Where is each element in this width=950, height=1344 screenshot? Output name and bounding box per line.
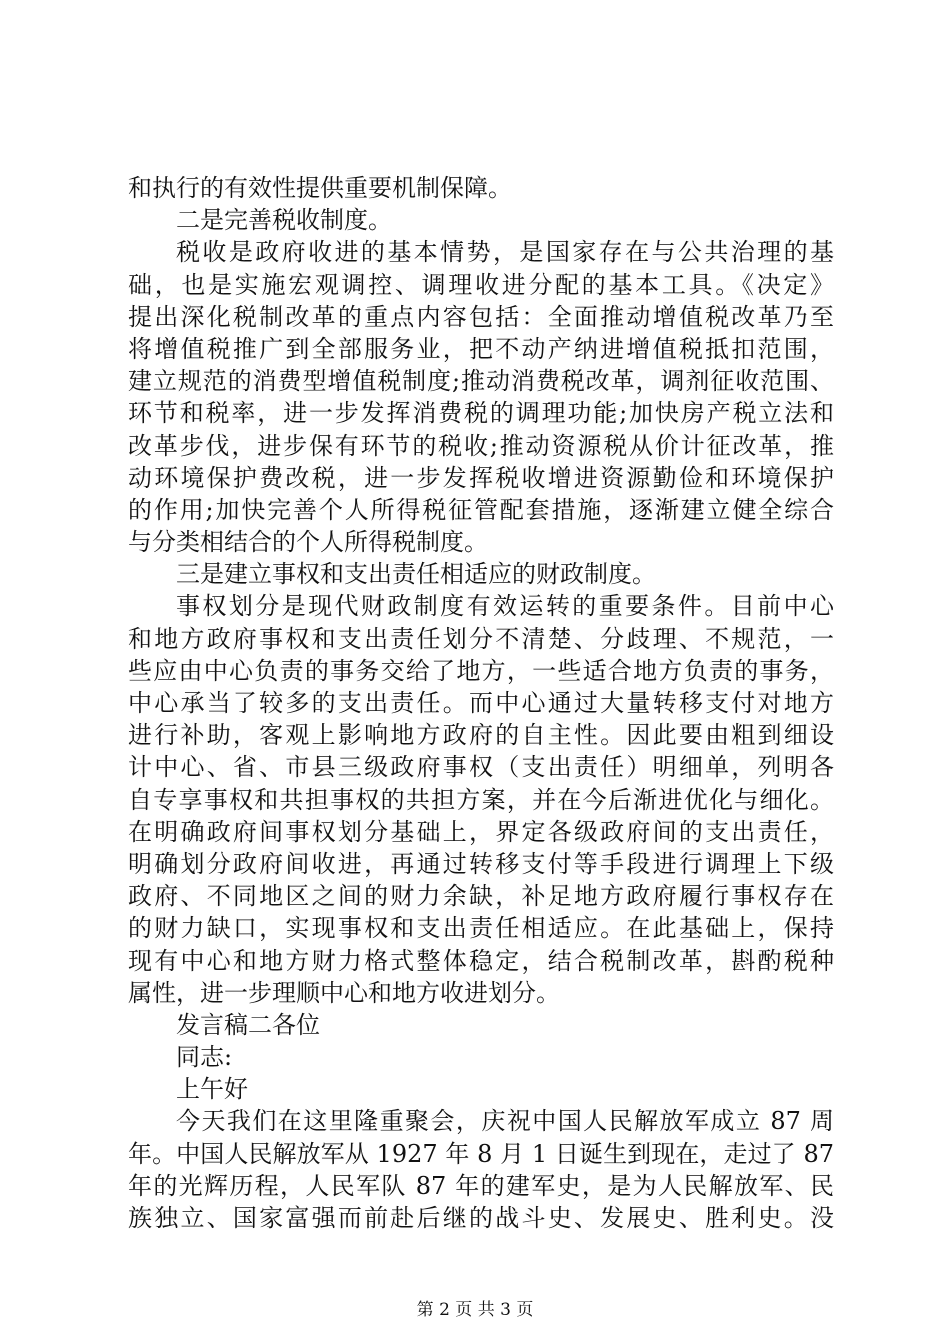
text-line: 与分类相结合的个人所得税制度。 [128, 528, 488, 557]
document-body [128, 172, 834, 1234]
text-line: 税收是政府收进的基本情势，是国家存在与公共治理的基 [176, 238, 834, 267]
text-line: 建立规范的消费型增值税制度;推动消费税改革，调剂征收范围、 [128, 367, 834, 396]
text-line: 族独立、国家富强而前赴后继的战斗史、发展史、胜利史。没 [128, 1204, 834, 1232]
text-line: 和地方政府事权和支出责任划分不清楚、分歧理、不规范，一 [128, 624, 834, 653]
text-line: 计中心、省、市县三级政府事权（支出责任）明细单，列明各 [128, 753, 834, 782]
text-line: 属性，进一步理顺中心和地方收进划分。 [128, 978, 560, 1007]
text-line: 今天我们在这里隆重聚会，庆祝中国人民解放军成立 87 周 [176, 1107, 834, 1136]
text-line: 年。中国人民解放军从 1927 年 8 月 1 日诞生到现在，走过了 87 [128, 1139, 834, 1168]
text-line: 现有中心和地方财力格式整体稳定，结合税制改革，斟酌税种 [128, 946, 834, 975]
text-line: 年的光辉历程，人民军队 87 年的建军史，是为人民解放军、民 [128, 1171, 834, 1200]
text-line: 二是完善税收制度。 [176, 206, 392, 235]
text-line: 自专享事权和共担事权的共担方案，并在今后渐进优化与细化。 [128, 785, 834, 814]
text-line: 环节和税率，进一步发挥消费税的调理功能;加快房产税立法和 [128, 399, 834, 428]
text-line: 在明确政府间事权划分基础上，界定各级政府间的支出责任， [128, 817, 834, 846]
text-line: 上午好 [176, 1075, 248, 1104]
page-footer: 第 2 页 共 3 页 [416, 1300, 534, 1320]
text-line: 明确划分政府间收进，再通过转移支付等手段进行调理上下级 [128, 849, 834, 878]
text-line: 的财力缺口，实现事权和支出责任相适应。在此基础上，保持 [128, 914, 834, 943]
text-line: 事权划分是现代财政制度有效运转的重要条件。目前中心 [176, 592, 834, 621]
text-line: 提出深化税制改革的重点内容包括：全面推动增值税改革乃至 [128, 302, 834, 331]
text-line: 改革步伐，进步保有环节的税收;推动资源税从价计征改革，推 [128, 431, 834, 460]
text-line: 同志: [176, 1043, 233, 1072]
text-line: 将增值税推广到全部服务业，把不动产纳进增值税抵扣范围， [128, 334, 834, 363]
text-line: 和执行的有效性提供重要机制保障。 [128, 174, 512, 202]
text-line: 发言稿二各位 [176, 1010, 320, 1039]
text-line: 动环境保护费改税，进一步发挥税收增进资源勤俭和环境保护 [128, 463, 834, 492]
text-line: 中心承当了较多的支出责任。而中心通过大量转移支付对地方 [128, 689, 834, 717]
text-line: 三是建立事权和支出责任相适应的财政制度。 [176, 560, 656, 589]
text-line: 些应由中心负责的事务交给了地方，一些适合地方负责的事务， [128, 656, 834, 685]
text-line: 进行补助，客观上影响地方政府的自主性。因此要由粗到细设 [128, 721, 834, 750]
text-line: 政府、不同地区之间的财力余缺，补足地方政府履行事权存在 [128, 882, 834, 911]
text-line: 础，也是实施宏观调控、调理收进分配的基本工具。《决定》 [128, 270, 834, 299]
text-line: 的作用;加快完善个人所得税征管配套措施，逐渐建立健全综合 [128, 495, 834, 524]
